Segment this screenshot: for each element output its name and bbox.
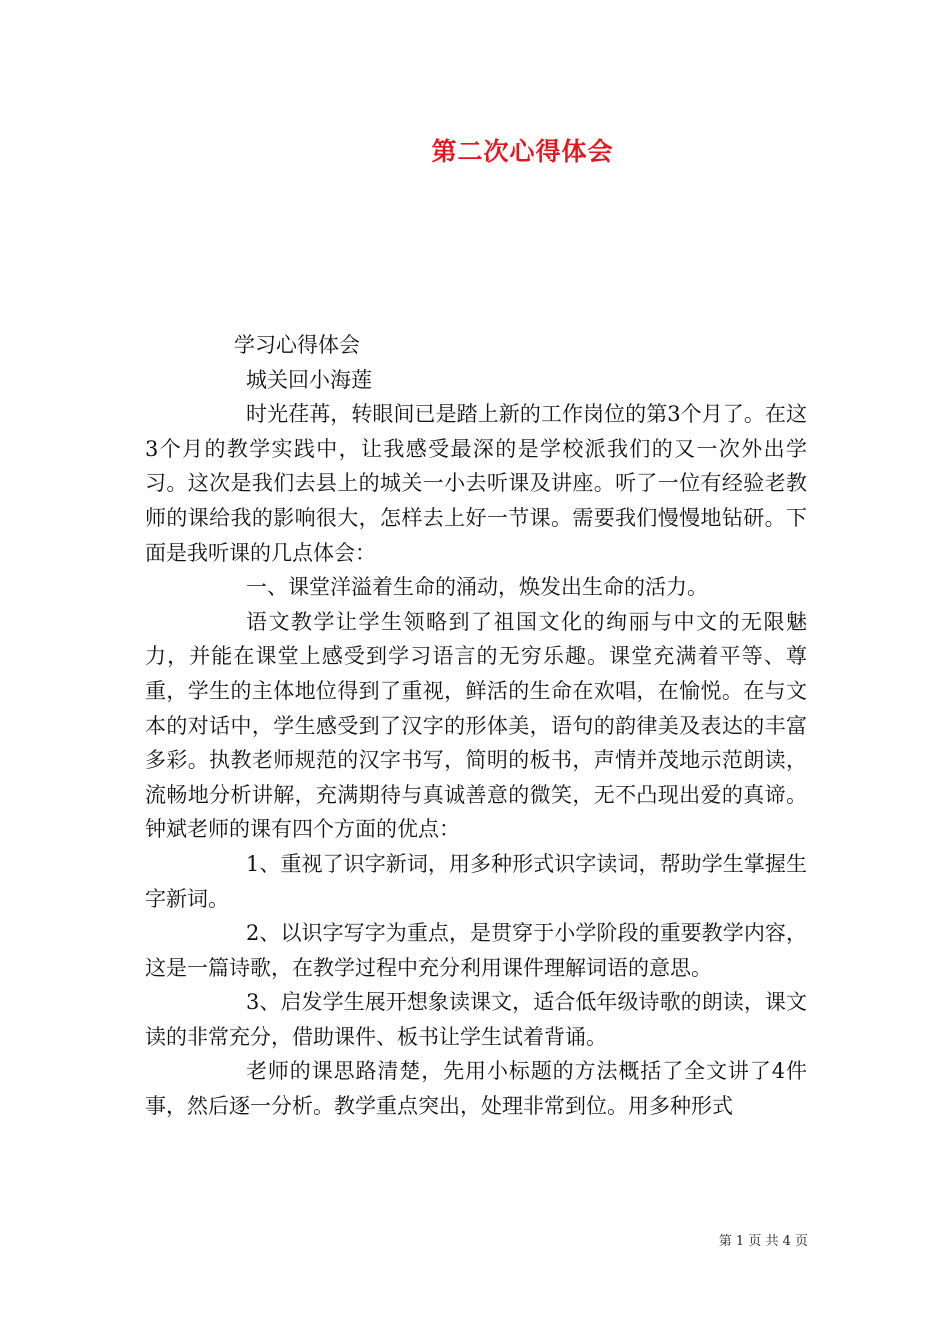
paragraph: 语文教学让学生领略到了祖国文化的绚丽与中文的无限魅力，并能在课堂上感受到学习语言的无穷乐趣。课堂充满着平等、尊重，学生的主体地位得到了重视，鲜活的生命在欢唱，在愉悦。在与文本的对话中，学生感受到了汉字的形体美，语句的韵律美及表达的丰富多彩。执教老师规范的汉字书写，简明的板书，声情并茂地示范朗读，流畅地分析讲解，充满期待与真诚善意的微笑，无不凸现出爱的真谛。钟斌老师的课有四个方面的优点： [145,609,807,842]
document-body [145,328,807,1124]
paragraph: 时光荏苒，转眼间已是踏上新的工作岗位的第3个月了。在这3个月的教学实践中，让我感受最深的是学校派我们的又一次外出学习。这次是我们去县上的城关一小去听课及讲座。听了一位有经验老教师的课给我的影响很大，怎样去上好一节课。需要我们慢慢地钻研。下面是我听课的几点体会： [145,402,807,565]
document-heading: 学习心得体会 [234,333,360,357]
document-title: 第二次心得体会 [431,137,614,166]
paragraph: 老师的课思路清楚，先用小标题的方法概括了全文讲了4件事，然后逐一分析。教学重点突出，处理非常到位。用多种形式 [145,1059,807,1119]
list-item: 3、启发学生展开想象读课文，适合低年级诗歌的朗读，课文读的非常充分，借助课件、板书让学生试着背诵。 [145,990,807,1049]
page-number: 第 1 页 共 4 页 [718,1234,808,1249]
author-line: 城关回小海莲 [246,367,372,392]
section-heading: 一、课堂洋溢着生命的涌动，焕发出生命的活力。 [246,575,708,600]
list-item: 2、以识字写字为重点，是贯穿于小学阶段的重要教学内容，这是一篇诗歌，在教学过程中充分利用课件理解词语的意思。 [145,921,807,980]
list-item: 1、重视了识字新词，用多种形式识字读词，帮助学生掌握生字新词。 [145,851,807,911]
